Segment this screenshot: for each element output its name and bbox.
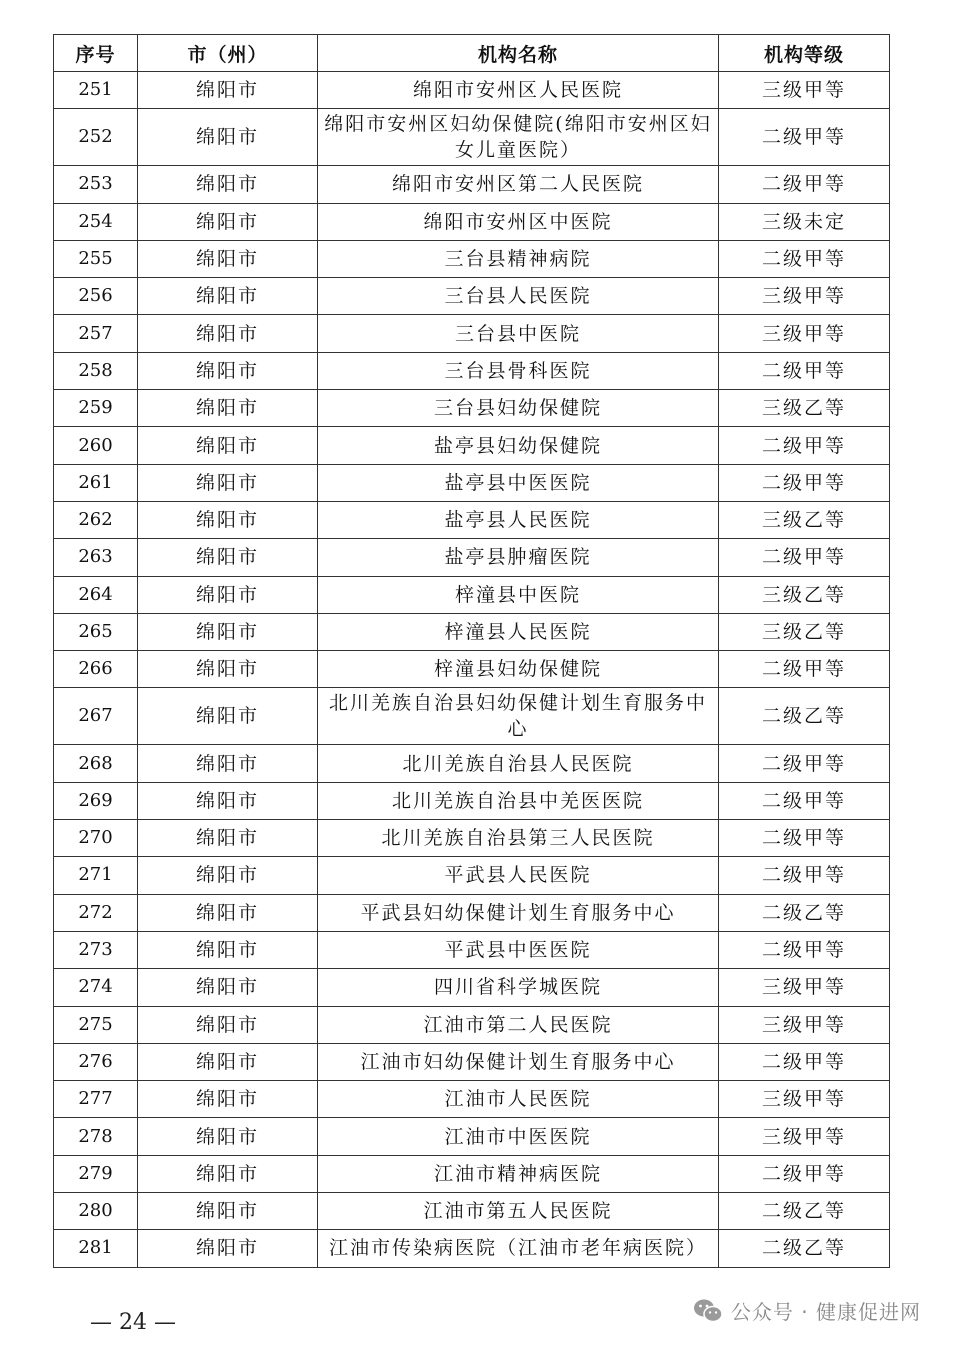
cell-city: 绵阳市 bbox=[138, 501, 318, 538]
cell-level: 二级甲等 bbox=[719, 857, 890, 894]
cell-level: 三级甲等 bbox=[719, 969, 890, 1006]
cell-city: 绵阳市 bbox=[138, 651, 318, 688]
cell-index: 274 bbox=[54, 969, 138, 1006]
cell-institution: 盐亭县肿瘤医院 bbox=[318, 539, 719, 576]
cell-index: 277 bbox=[54, 1081, 138, 1118]
cell-city: 绵阳市 bbox=[138, 969, 318, 1006]
cell-city: 绵阳市 bbox=[138, 894, 318, 931]
cell-level: 二级乙等 bbox=[719, 688, 890, 745]
cell-city: 绵阳市 bbox=[138, 1043, 318, 1080]
header-institution: 机构名称 bbox=[318, 35, 719, 72]
cell-institution: 江油市人民医院 bbox=[318, 1081, 719, 1118]
cell-institution: 江油市第二人民医院 bbox=[318, 1006, 719, 1043]
cell-institution: 绵阳市安州区人民医院 bbox=[318, 72, 719, 109]
cell-index: 252 bbox=[54, 109, 138, 166]
cell-institution: 四川省科学城医院 bbox=[318, 969, 719, 1006]
table-row bbox=[54, 203, 890, 240]
cell-institution: 江油市妇幼保健计划生育服务中心 bbox=[318, 1043, 719, 1080]
table-row bbox=[54, 240, 890, 277]
table-row bbox=[54, 1155, 890, 1192]
cell-level: 二级甲等 bbox=[719, 109, 890, 166]
cell-index: 281 bbox=[54, 1230, 138, 1267]
cell-institution: 江油市传染病医院（江油市老年病医院） bbox=[318, 1230, 719, 1267]
cell-institution: 江油市中医医院 bbox=[318, 1118, 719, 1155]
cell-index: 271 bbox=[54, 857, 138, 894]
cell-city: 绵阳市 bbox=[138, 931, 318, 968]
cell-index: 273 bbox=[54, 931, 138, 968]
cell-index: 272 bbox=[54, 894, 138, 931]
cell-institution: 盐亭县中医医院 bbox=[318, 464, 719, 501]
table-body bbox=[54, 72, 890, 1268]
cell-level: 二级甲等 bbox=[719, 240, 890, 277]
cell-city: 绵阳市 bbox=[138, 72, 318, 109]
cell-index: 267 bbox=[54, 688, 138, 745]
cell-index: 275 bbox=[54, 1006, 138, 1043]
cell-index: 263 bbox=[54, 539, 138, 576]
cell-city: 绵阳市 bbox=[138, 820, 318, 857]
table-row bbox=[54, 1230, 890, 1267]
cell-index: 268 bbox=[54, 745, 138, 782]
table-row bbox=[54, 1006, 890, 1043]
cell-city: 绵阳市 bbox=[138, 464, 318, 501]
hospital-table bbox=[53, 34, 890, 1268]
table-row bbox=[54, 166, 890, 203]
cell-level: 三级乙等 bbox=[719, 390, 890, 427]
cell-city: 绵阳市 bbox=[138, 1230, 318, 1267]
cell-institution: 江油市精神病医院 bbox=[318, 1155, 719, 1192]
cell-level: 二级甲等 bbox=[719, 464, 890, 501]
cell-city: 绵阳市 bbox=[138, 1118, 318, 1155]
cell-index: 280 bbox=[54, 1193, 138, 1230]
cell-institution: 绵阳市安州区第二人民医院 bbox=[318, 166, 719, 203]
cell-institution: 北川羌族自治县妇幼保健计划生育服务中心 bbox=[318, 688, 719, 745]
cell-index: 279 bbox=[54, 1155, 138, 1192]
cell-city: 绵阳市 bbox=[138, 1006, 318, 1043]
table-row bbox=[54, 1118, 890, 1155]
cell-index: 261 bbox=[54, 464, 138, 501]
cell-index: 276 bbox=[54, 1043, 138, 1080]
table-row bbox=[54, 390, 890, 427]
cell-level: 三级甲等 bbox=[719, 315, 890, 352]
table-header-row bbox=[54, 35, 890, 72]
cell-institution: 绵阳市安州区妇幼保健院(绵阳市安州区妇女儿童医院） bbox=[318, 109, 719, 166]
cell-level: 三级甲等 bbox=[719, 1118, 890, 1155]
cell-institution: 北川羌族自治县人民医院 bbox=[318, 745, 719, 782]
cell-index: 254 bbox=[54, 203, 138, 240]
cell-city: 绵阳市 bbox=[138, 745, 318, 782]
cell-city: 绵阳市 bbox=[138, 315, 318, 352]
cell-index: 266 bbox=[54, 651, 138, 688]
header-level: 机构等级 bbox=[719, 35, 890, 72]
cell-index: 256 bbox=[54, 278, 138, 315]
cell-index: 251 bbox=[54, 72, 138, 109]
cell-level: 二级甲等 bbox=[719, 820, 890, 857]
cell-level: 三级甲等 bbox=[719, 278, 890, 315]
cell-institution: 三台县骨科医院 bbox=[318, 352, 719, 389]
cell-institution: 盐亭县人民医院 bbox=[318, 501, 719, 538]
cell-institution: 梓潼县人民医院 bbox=[318, 613, 719, 650]
table-row bbox=[54, 894, 890, 931]
header-index: 序号 bbox=[54, 35, 138, 72]
cell-level: 三级乙等 bbox=[719, 613, 890, 650]
cell-institution: 平武县中医医院 bbox=[318, 931, 719, 968]
cell-city: 绵阳市 bbox=[138, 203, 318, 240]
table-row bbox=[54, 651, 890, 688]
cell-index: 255 bbox=[54, 240, 138, 277]
watermark-text: 公众号 · 健康促进网 bbox=[730, 1300, 921, 1324]
cell-level: 二级乙等 bbox=[719, 894, 890, 931]
cell-index: 278 bbox=[54, 1118, 138, 1155]
cell-level: 三级未定 bbox=[719, 203, 890, 240]
cell-index: 264 bbox=[54, 576, 138, 613]
cell-city: 绵阳市 bbox=[138, 1081, 318, 1118]
cell-index: 257 bbox=[54, 315, 138, 352]
cell-city: 绵阳市 bbox=[138, 688, 318, 745]
table-row bbox=[54, 352, 890, 389]
cell-institution: 江油市第五人民医院 bbox=[318, 1193, 719, 1230]
cell-city: 绵阳市 bbox=[138, 539, 318, 576]
cell-institution: 绵阳市安州区中医院 bbox=[318, 203, 719, 240]
table-row bbox=[54, 501, 890, 538]
cell-city: 绵阳市 bbox=[138, 1193, 318, 1230]
cell-city: 绵阳市 bbox=[138, 278, 318, 315]
table-row bbox=[54, 857, 890, 894]
table-row bbox=[54, 820, 890, 857]
table-row bbox=[54, 1043, 890, 1080]
cell-level: 二级甲等 bbox=[719, 427, 890, 464]
table-row bbox=[54, 1081, 890, 1118]
cell-level: 三级甲等 bbox=[719, 1006, 890, 1043]
cell-level: 三级乙等 bbox=[719, 501, 890, 538]
page-number: — 24 — bbox=[90, 1310, 176, 1335]
cell-city: 绵阳市 bbox=[138, 613, 318, 650]
cell-city: 绵阳市 bbox=[138, 240, 318, 277]
table-row bbox=[54, 1193, 890, 1230]
table-row bbox=[54, 931, 890, 968]
table-row bbox=[54, 427, 890, 464]
header-city: 市（州） bbox=[138, 35, 318, 72]
cell-institution: 三台县人民医院 bbox=[318, 278, 719, 315]
cell-index: 258 bbox=[54, 352, 138, 389]
cell-level: 二级甲等 bbox=[719, 651, 890, 688]
cell-city: 绵阳市 bbox=[138, 576, 318, 613]
cell-level: 二级甲等 bbox=[719, 166, 890, 203]
cell-institution: 三台县精神病院 bbox=[318, 240, 719, 277]
table-row bbox=[54, 109, 890, 166]
cell-city: 绵阳市 bbox=[138, 390, 318, 427]
cell-index: 262 bbox=[54, 501, 138, 538]
table-row bbox=[54, 278, 890, 315]
table-row bbox=[54, 969, 890, 1006]
cell-level: 二级乙等 bbox=[719, 1193, 890, 1230]
cell-index: 259 bbox=[54, 390, 138, 427]
cell-institution: 北川羌族自治县中羌医医院 bbox=[318, 782, 719, 819]
cell-institution: 平武县人民医院 bbox=[318, 857, 719, 894]
cell-institution: 三台县中医院 bbox=[318, 315, 719, 352]
cell-level: 二级乙等 bbox=[719, 1230, 890, 1267]
cell-city: 绵阳市 bbox=[138, 782, 318, 819]
cell-institution: 盐亭县妇幼保健院 bbox=[318, 427, 719, 464]
cell-level: 二级甲等 bbox=[719, 1155, 890, 1192]
cell-index: 269 bbox=[54, 782, 138, 819]
table-row bbox=[54, 315, 890, 352]
cell-level: 三级甲等 bbox=[719, 1081, 890, 1118]
cell-level: 二级甲等 bbox=[719, 782, 890, 819]
table-row bbox=[54, 464, 890, 501]
cell-level: 二级甲等 bbox=[719, 539, 890, 576]
cell-city: 绵阳市 bbox=[138, 857, 318, 894]
table-row bbox=[54, 72, 890, 109]
cell-city: 绵阳市 bbox=[138, 427, 318, 464]
table-row bbox=[54, 688, 890, 745]
table-row bbox=[54, 613, 890, 650]
table-row bbox=[54, 745, 890, 782]
table-row bbox=[54, 782, 890, 819]
wechat-icon bbox=[693, 1298, 723, 1324]
cell-institution: 梓潼县中医院 bbox=[318, 576, 719, 613]
cell-institution: 三台县妇幼保健院 bbox=[318, 390, 719, 427]
cell-institution: 北川羌族自治县第三人民医院 bbox=[318, 820, 719, 857]
cell-level: 二级甲等 bbox=[719, 745, 890, 782]
cell-level: 二级甲等 bbox=[719, 931, 890, 968]
cell-level: 二级甲等 bbox=[719, 352, 890, 389]
cell-index: 253 bbox=[54, 166, 138, 203]
cell-city: 绵阳市 bbox=[138, 352, 318, 389]
table-row bbox=[54, 576, 890, 613]
cell-level: 三级乙等 bbox=[719, 576, 890, 613]
cell-city: 绵阳市 bbox=[138, 109, 318, 166]
cell-city: 绵阳市 bbox=[138, 1155, 318, 1192]
cell-index: 260 bbox=[54, 427, 138, 464]
table-row bbox=[54, 539, 890, 576]
cell-institution: 平武县妇幼保健计划生育服务中心 bbox=[318, 894, 719, 931]
cell-institution: 梓潼县妇幼保健院 bbox=[318, 651, 719, 688]
cell-level: 三级甲等 bbox=[719, 72, 890, 109]
cell-city: 绵阳市 bbox=[138, 166, 318, 203]
cell-level: 二级甲等 bbox=[719, 1043, 890, 1080]
cell-index: 265 bbox=[54, 613, 138, 650]
cell-index: 270 bbox=[54, 820, 138, 857]
watermark bbox=[693, 1296, 921, 1325]
